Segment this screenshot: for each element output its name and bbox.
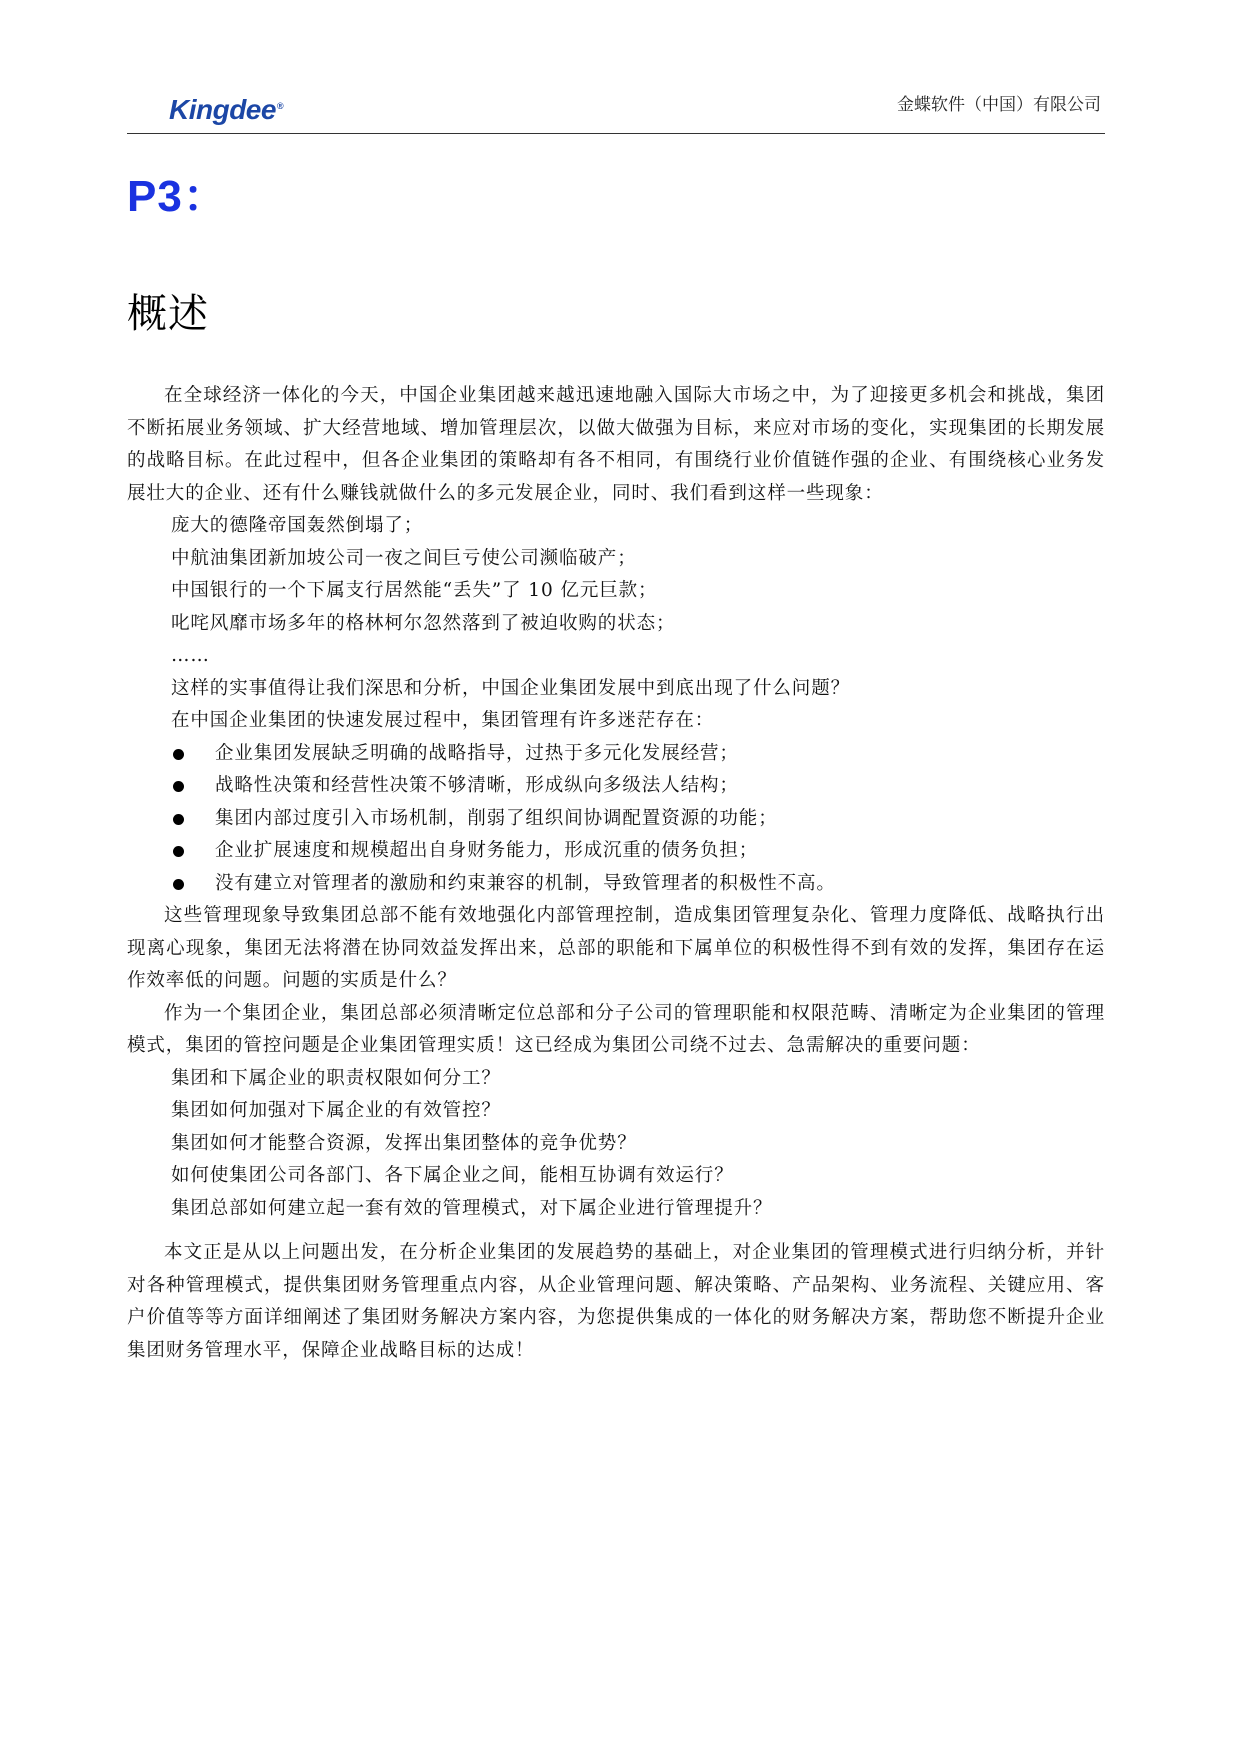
issue-item	[127, 738, 1105, 771]
question-line: 集团和下属企业的职责权限如何分工？	[171, 1067, 501, 1089]
issue-item	[127, 803, 1105, 836]
section-heading: 概述	[127, 291, 209, 337]
question-line: 集团如何加强对下属企业的有效管控？	[171, 1100, 501, 1121]
analysis-paragraph: 这些管理现象导致集团总部不能有效地强化内部管理控制，造成集团管理复杂化、管理力度降低、战略执行出现离心现象，集团无法将潜在协同效益发挥出来，总部的职能和下属单位的积极性得不到有效的发挥，集团存在运作效率低的问题。问题的实质是什么？	[127, 905, 1105, 991]
bullet-icon	[173, 781, 184, 792]
issue-item	[127, 868, 1105, 901]
phenomenon-line: 中国银行的一个下属支行居然能“丢失”了 10 亿元巨款；	[171, 580, 658, 601]
issue-item	[127, 770, 1105, 803]
problem-paragraph: 作为一个集团企业，集团总部必须清晰定位总部和分子公司的管理职能和权限范畴、清晰定为企业集团的管理模式，集团的管控问题是企业集团管理实质！这已经成为集团公司绕不过去、急需解决的重要问题：	[127, 1002, 1105, 1056]
bullet-icon	[173, 749, 184, 760]
issue-text: 企业扩展速度和规模超出自身财务能力，形成沉重的债务负担；	[215, 840, 759, 861]
ellipsis-line: ……	[171, 645, 210, 666]
section-code: P3：	[127, 172, 228, 221]
issue-text: 没有建立对管理者的激励和约束兼容的机制，导致管理者的积极性不高。	[215, 872, 836, 894]
bullet-icon	[173, 846, 184, 857]
bullet-icon	[173, 879, 184, 890]
issue-text: 集团内部过度引入市场机制，削弱了组织间协调配置资源的功能；	[215, 807, 778, 829]
question-line: 集团如何才能整合资源，发挥出集团整体的竞争优势？	[171, 1132, 637, 1154]
issue-text: 战略性决策和经营性决策不够清晰，形成纵向多级法人结构；	[215, 775, 739, 796]
lead-in-line: 在中国企业集团的快速发展过程中，集团管理有许多迷茫存在：	[171, 710, 715, 731]
kingdee-logo	[169, 94, 283, 126]
page-header	[127, 86, 1105, 132]
phenomenon-line: 中航油集团新加坡公司一夜之间巨亏使公司濒临破产；	[171, 547, 637, 569]
registered-mark: ®	[276, 100, 284, 111]
issue-list	[127, 738, 1105, 901]
logo-text: Kingdee	[169, 94, 276, 125]
reflection-line: 这样的实事值得让我们深思和分析，中国企业集团发展中到底出现了什么问题？	[171, 677, 851, 699]
issue-item	[127, 835, 1105, 868]
conclusion-paragraph: 本文正是从以上问题出发，在分析企业集团的发展趋势的基础上，对企业集团的管理模式进行归纳分析，并针对各种管理模式，提供集团财务管理重点内容，从企业管理问题、解决策略、产品架构、业务流程、关键应用、客户价值等等方面详细阐述了集团财务解决方案内容，为您提供集成的一体化的财务解决方案，帮助您不断提升企业集团财务管理水平，保障企业战略目标的达成！	[127, 1242, 1105, 1361]
bullet-icon	[173, 814, 184, 825]
question-line: 如何使集团公司各部门、各下属企业之间，能相互协调有效运行？	[171, 1165, 734, 1186]
body-text	[127, 380, 1105, 1367]
header-divider	[127, 133, 1105, 134]
paragraph-gap	[127, 1225, 1105, 1237]
question-line: 集团总部如何建立起一套有效的管理模式，对下属企业进行管理提升？	[171, 1197, 773, 1219]
phenomenon-line: 庞大的德隆帝国轰然倒塌了；	[171, 515, 424, 536]
phenomenon-line: 叱咤风靡市场多年的格林柯尔忽然落到了被迫收购的状态；	[171, 612, 676, 634]
intro-paragraph: 在全球经济一体化的今天，中国企业集团越来越迅速地融入国际大市场之中，为了迎接更多机会和挑战，集团不断拓展业务领域、扩大经营地域、增加管理层次，以做大做强为目标，来应对市场的变化，实现集团的长期发展的战略目标。在此过程中，但各企业集团的策略却有各不相同，有围绕行业价值链作强的企业、有围绕核心业务发展壮大的企业、还有什么赚钱就做什么的多元发展企业，同时、我们看到这样一些现象：	[127, 385, 1105, 504]
issue-text: 企业集团发展缺乏明确的战略指导，过热于多元化发展经营；	[215, 742, 739, 764]
company-name: 金蝶软件（中国）有限公司	[897, 95, 1101, 115]
